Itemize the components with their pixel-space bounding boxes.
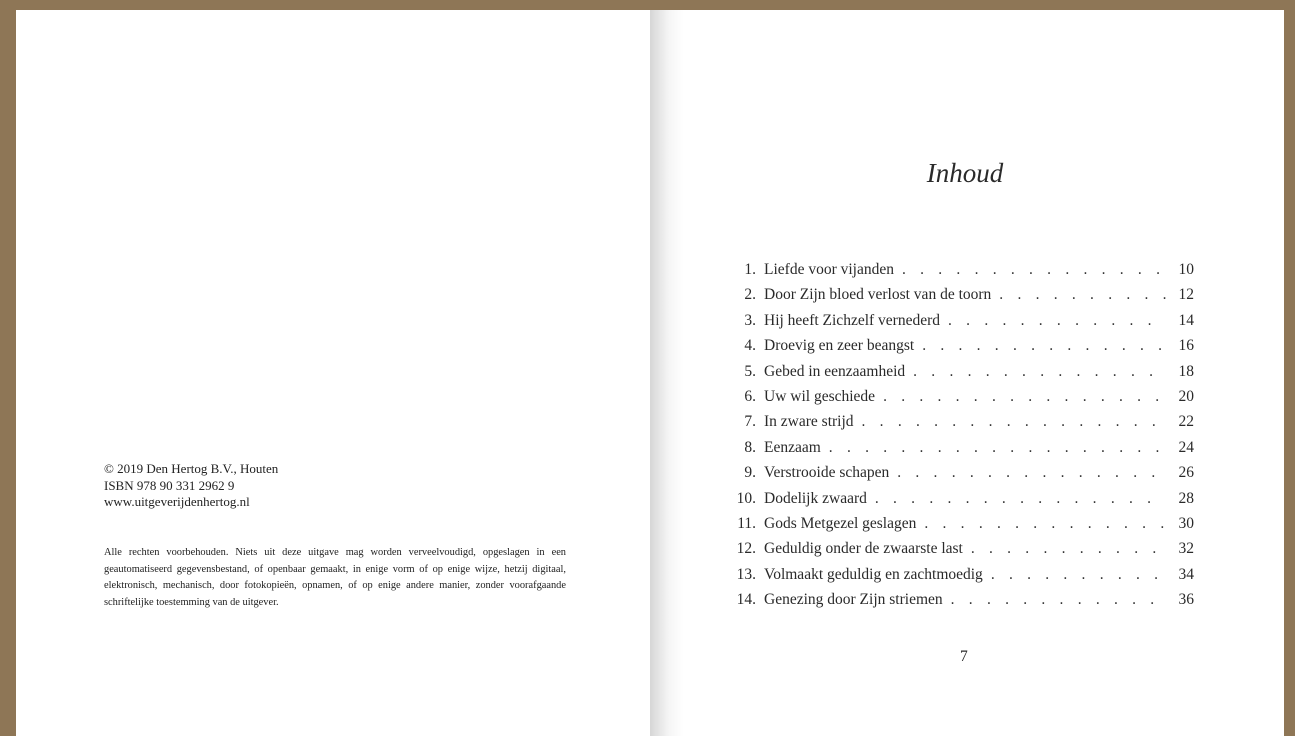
toc-entry-number: 14. bbox=[736, 591, 756, 609]
toc-entry-page: 14 bbox=[1178, 311, 1194, 329]
toc-entry-page: 34 bbox=[1178, 565, 1194, 583]
toc-entry-page: 36 bbox=[1178, 591, 1194, 609]
toc-entry-title: Genezing door Zijn striemen bbox=[764, 591, 943, 609]
toc-dot-leader bbox=[913, 363, 1166, 381]
toc-entry-number: 9. bbox=[744, 464, 756, 482]
toc-entry-page: 26 bbox=[1178, 464, 1194, 482]
toc-entry-page: 22 bbox=[1178, 413, 1194, 431]
toc-entry-page: 20 bbox=[1178, 387, 1194, 405]
toc-entry-title: Hij heeft Zichzelf vernederd bbox=[764, 311, 941, 329]
toc-entry bbox=[734, 566, 1194, 591]
toc-dot-leader bbox=[902, 261, 1166, 279]
toc-entry-title: Geduldig onder de zwaarste last bbox=[764, 540, 963, 558]
toc-entry-title: Liefde voor vijanden bbox=[764, 261, 894, 278]
toc-dot-leader bbox=[922, 337, 1166, 355]
toc-dot-leader bbox=[829, 439, 1166, 457]
toc-entry-number: 7. bbox=[744, 413, 756, 431]
toc-entry-number: 1. bbox=[744, 261, 756, 278]
toc-dot-leader bbox=[948, 312, 1166, 330]
toc-entry-title: Droevig en zeer beangst bbox=[764, 337, 915, 355]
toc-dot-leader bbox=[862, 413, 1166, 431]
toc-entry-page: 32 bbox=[1178, 540, 1194, 558]
isbn-line: ISBN 978 90 331 2962 9 bbox=[104, 477, 235, 493]
toc-dot-leader bbox=[999, 286, 1166, 304]
toc-entry-number: 4. bbox=[744, 337, 756, 355]
toc-entry bbox=[734, 337, 1194, 362]
toc-entry-page: 12 bbox=[1178, 286, 1194, 304]
toc-entry bbox=[734, 312, 1194, 337]
toc-entry-title: Verstrooide schapen bbox=[764, 464, 890, 482]
left-page bbox=[16, 10, 650, 736]
toc-entry-number: 13. bbox=[736, 565, 756, 583]
toc-entry-title: Uw wil geschiede bbox=[764, 387, 876, 405]
toc-entry-title: In zware strijd bbox=[764, 413, 854, 431]
toc-entry-page: 16 bbox=[1178, 337, 1194, 355]
imprint-block bbox=[104, 461, 278, 511]
toc-entry-title: Eenzaam bbox=[764, 438, 821, 456]
toc-entry bbox=[734, 515, 1194, 540]
toc-entry-number: 5. bbox=[744, 362, 756, 380]
rights-notice: Alle rechten voorbehouden. Niets uit deze uitgave mag worden verveelvoudigd, opgeslagen in een geautomatiseerd gegevensbestand, of openbaar gemaakt, in enige vorm of op enige wijze, hetzij digitaal, elektronisch, mechanisch, door fotokopieën, opnamen, of op enige andere manier, zonder voorafgaande schriftelijke toestemming van de uitgever. bbox=[104, 547, 566, 608]
toc-entry-page: 10 bbox=[1178, 261, 1194, 278]
toc-entry-title: Gods Metgezel geslagen bbox=[764, 514, 917, 532]
toc-entry-page: 18 bbox=[1178, 362, 1194, 380]
page-number: 7 bbox=[960, 648, 968, 665]
website-line: www.uitgeverijdenhertog.nl bbox=[104, 494, 250, 509]
toc-entry-title: Door Zijn bloed verlost van de toorn bbox=[764, 286, 992, 304]
toc-entry-title: Volmaakt geduldig en zachtmoedig bbox=[764, 565, 983, 583]
toc-entry bbox=[734, 439, 1194, 464]
toc-dot-leader bbox=[897, 464, 1166, 482]
toc-entry-number: 10. bbox=[736, 489, 756, 507]
toc-entry-page: 28 bbox=[1178, 489, 1194, 507]
toc-entry-title: Gebed in eenzaamheid bbox=[764, 362, 906, 380]
toc-dot-leader bbox=[971, 540, 1166, 558]
toc-entry-number: 2. bbox=[744, 286, 756, 304]
toc-entry-page: 30 bbox=[1178, 514, 1194, 532]
toc-entry bbox=[734, 286, 1194, 311]
toc-entry-number: 8. bbox=[744, 438, 756, 456]
toc-entry bbox=[734, 388, 1194, 413]
toc-entry bbox=[734, 363, 1194, 388]
toc-entry-number: 3. bbox=[744, 311, 756, 329]
toc-entry-number: 6. bbox=[744, 387, 756, 405]
toc-title: Inhoud bbox=[926, 158, 1004, 188]
gutter-shadow bbox=[650, 10, 684, 736]
toc-entry bbox=[734, 464, 1194, 489]
table-of-contents bbox=[734, 261, 1194, 616]
toc-entry bbox=[734, 490, 1194, 515]
toc-entry-number: 12. bbox=[736, 540, 756, 558]
right-page bbox=[650, 10, 1284, 736]
toc-entry bbox=[734, 591, 1194, 616]
copyright-line: © 2019 Den Hertog B.V., Houten bbox=[104, 461, 279, 476]
toc-entry-page: 24 bbox=[1178, 438, 1194, 456]
toc-dot-leader bbox=[883, 388, 1166, 406]
toc-dot-leader bbox=[991, 566, 1166, 584]
toc-entry bbox=[734, 261, 1194, 286]
toc-entry bbox=[734, 413, 1194, 438]
toc-dot-leader bbox=[924, 515, 1166, 533]
toc-dot-leader bbox=[875, 490, 1166, 508]
toc-entry-number: 11. bbox=[737, 514, 756, 532]
toc-dot-leader bbox=[951, 591, 1166, 609]
toc-entry-title: Dodelijk zwaard bbox=[764, 489, 867, 507]
toc-entry bbox=[734, 540, 1194, 565]
